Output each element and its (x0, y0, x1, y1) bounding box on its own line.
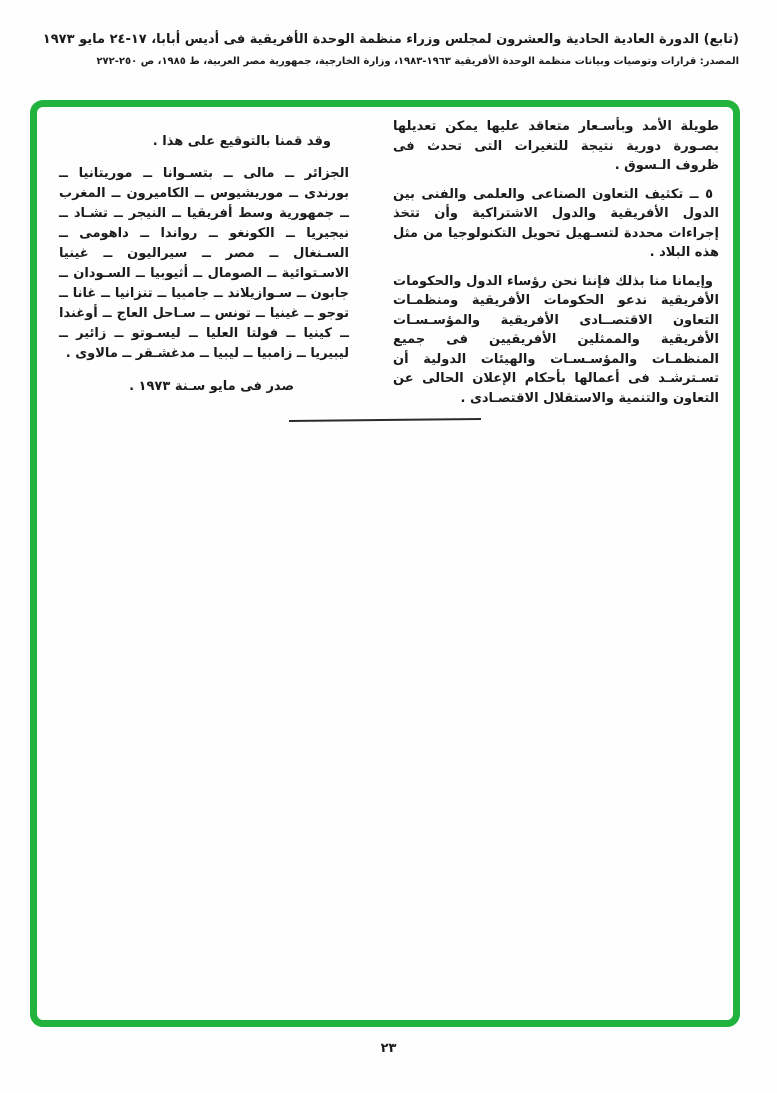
session-title: (تابع) الدورة العادية الحادية والعشرون لمجلس وزراء منظمة الوحدة الأفريقية فى أديس أبابا، ١٧-٢٤ مايو ١٩٧٣ (42, 32, 739, 47)
document-frame (30, 100, 740, 1027)
section-divider (289, 418, 481, 422)
signature-column (59, 132, 349, 417)
signature-intro-line: وقد قمنا بالتوقيع على هذا . (152, 134, 331, 149)
page-header (40, 30, 739, 69)
paragraph-item-5: ٥ ــ تكثيف التعاون الصناعى والعلمى والفنى بين الدول الأفريقية والدول الاشتراكية وأن تتخذ إجراءات محددة لتسـهيل تحويل التكنولوجيا من مثل هذه البلاد . (393, 186, 719, 260)
issued-date-line: صدر فى مايو سـنة ١٩٧٣ . (129, 379, 294, 394)
paragraph-declaration: وإيمانا منا بذلك فإننا نحن رؤساء الدول والحكومات الأفريقية ندعو الحكومات الأفريقية ومنظمـات التعاون الاقتصــادى الأفريقية والمؤسـسـات الأفريقية والممثلين الأفريقيين فى جميع المنظمـات والمؤسـسـات والهيئات الدولية أن تسـترشـد فى أعمالها بأحكام الإعلان الحالى عن التعاون والتنمية والاستقلال الاقتصـادى . (393, 273, 719, 406)
source-citation: المصدر: قرارات وتوصيات وبيانات منظمة الوحدة الأفريقية ١٩٦٣-١٩٨٣، وزارة الخارجية، جمهورية مصر العربية، ط ١٩٨٥، ص ٢٥٠-٢٧٢ (96, 56, 739, 68)
document-body (37, 107, 733, 417)
signatories-list: الجزائر ــ مالى ــ بتسـوانا ــ موريتانيا ــ بورندى ــ موريشيوس ــ الكاميرون ــ المغرب ــ جمهورية وسط أفريقيا ــ النيجر ــ تشـاد ــ نيجيريا ــ الكونغو ــ رواندا ــ داهومى ــ السـنغال ــ مصر ــ سيراليون ــ غينيا الاسـتوائية ــ الصومال ــ أثيوبيا ــ السـودان ــ جابون ــ سـوازيلاند ــ جامبيا ــ تنزانيا ــ غانا ــ توجو ــ غينيا ــ تونس ــ سـاحل العاج ــ أوغندا ــ كينيا ــ فولتا العليا ــ ليسـوتو ــ زائير ــ ليبيريا ــ زامبيا ــ ليبيا ــ مدغشـقر ــ مالاوى . (59, 166, 349, 361)
page-number: ٢٣ (380, 1041, 397, 1056)
main-text-column (393, 117, 719, 417)
paragraph-market-terms: طويلة الأمد وبأسـعار متعاقد عليها يمكن تعديلها بصـورة دورية نتيجة للتغيرات التى تحدث فى ظروف الـسوق . (393, 119, 719, 173)
